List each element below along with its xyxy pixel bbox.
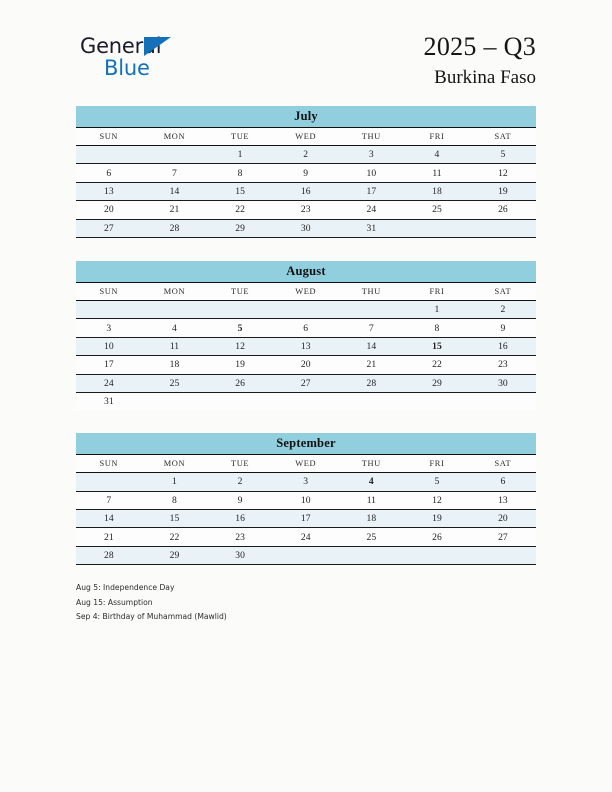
page-header	[0, 0, 612, 100]
month-block-august	[76, 261, 536, 410]
calendar-day-cell[interactable]: 4	[339, 473, 405, 491]
calendar-day-empty	[273, 300, 339, 318]
calendar-week-row	[76, 374, 536, 392]
calendar-day-cell[interactable]: 23	[470, 356, 536, 374]
calendar-day-cell[interactable]: 27	[273, 374, 339, 392]
weekday-header-wed: WED	[273, 128, 339, 146]
calendar-day-cell[interactable]: 9	[470, 319, 536, 337]
calendar-day-cell[interactable]: 28	[142, 219, 208, 237]
calendar-day-empty	[273, 546, 339, 564]
calendar-week-row	[76, 219, 536, 237]
weekday-header-row	[76, 455, 536, 473]
calendar-day-cell[interactable]: 25	[339, 528, 405, 546]
calendar-day-cell[interactable]: 4	[142, 319, 208, 337]
title-block	[424, 32, 536, 91]
calendar-day-cell[interactable]: 27	[76, 219, 142, 237]
calendar-day-cell[interactable]: 29	[404, 374, 470, 392]
calendar-day-empty	[207, 300, 273, 318]
calendar-day-cell[interactable]: 1	[207, 146, 273, 164]
calendar-day-cell[interactable]: 18	[142, 356, 208, 374]
calendar-week-row	[76, 528, 536, 546]
calendar-day-cell[interactable]: 15	[142, 510, 208, 528]
calendar-day-empty	[404, 219, 470, 237]
calendar-day-cell[interactable]: 11	[142, 337, 208, 355]
logo-text-general: General	[80, 34, 162, 58]
calendar-day-cell[interactable]: 22	[404, 356, 470, 374]
calendar-day-cell[interactable]: 2	[273, 146, 339, 164]
calendar-day-cell[interactable]: 28	[76, 546, 142, 564]
calendar-day-cell[interactable]: 5	[207, 319, 273, 337]
calendar-months	[76, 106, 536, 588]
calendar-day-empty	[404, 392, 470, 410]
calendar-day-cell[interactable]: 17	[273, 510, 339, 528]
calendar-week-row	[76, 356, 536, 374]
calendar-day-cell[interactable]: 30	[470, 374, 536, 392]
calendar-day-cell[interactable]: 2	[207, 473, 273, 491]
weekday-header-sat: SAT	[470, 282, 536, 300]
weekday-header-mon: MON	[142, 128, 208, 146]
calendar-day-cell[interactable]: 16	[470, 337, 536, 355]
calendar-day-cell[interactable]: 6	[470, 473, 536, 491]
calendar-day-cell[interactable]: 10	[76, 337, 142, 355]
calendar-day-cell[interactable]: 26	[404, 528, 470, 546]
calendar-day-empty	[142, 392, 208, 410]
month-name: July	[76, 106, 536, 128]
calendar-day-cell[interactable]: 26	[207, 374, 273, 392]
calendar-day-cell[interactable]: 19	[470, 182, 536, 200]
calendar-day-empty	[339, 300, 405, 318]
calendar-day-empty	[470, 219, 536, 237]
weekday-header-tue: TUE	[207, 128, 273, 146]
calendar-day-cell[interactable]: 25	[142, 374, 208, 392]
calendar-week-row	[76, 182, 536, 200]
calendar-day-cell[interactable]: 11	[339, 491, 405, 509]
calendar-day-cell[interactable]: 13	[76, 182, 142, 200]
calendar-table	[76, 261, 536, 410]
weekday-header-fri: FRI	[404, 455, 470, 473]
calendar-week-row	[76, 201, 536, 219]
month-name: August	[76, 261, 536, 283]
calendar-day-empty	[142, 146, 208, 164]
calendar-day-cell[interactable]: 18	[339, 510, 405, 528]
calendar-table	[76, 106, 536, 238]
weekday-header-row	[76, 128, 536, 146]
calendar-day-cell[interactable]: 9	[207, 491, 273, 509]
weekday-header-wed: WED	[273, 455, 339, 473]
calendar-day-empty	[76, 146, 142, 164]
calendar-day-cell[interactable]: 5	[404, 473, 470, 491]
calendar-day-cell[interactable]: 3	[339, 146, 405, 164]
calendar-day-cell[interactable]: 17	[339, 182, 405, 200]
calendar-week-row	[76, 510, 536, 528]
weekday-header-row	[76, 282, 536, 300]
calendar-day-cell[interactable]: 10	[273, 491, 339, 509]
month-block-september	[76, 433, 536, 565]
calendar-day-cell[interactable]: 26	[470, 201, 536, 219]
weekday-header-tue: TUE	[207, 455, 273, 473]
calendar-week-row	[76, 546, 536, 564]
calendar-day-cell[interactable]: 12	[470, 164, 536, 182]
calendar-day-cell[interactable]: 20	[273, 356, 339, 374]
calendar-day-empty	[76, 300, 142, 318]
calendar-day-cell[interactable]: 13	[470, 491, 536, 509]
weekday-header-sun: SUN	[76, 128, 142, 146]
calendar-day-cell[interactable]: 8	[207, 164, 273, 182]
calendar-day-cell[interactable]: 20	[470, 510, 536, 528]
weekday-header-mon: MON	[142, 282, 208, 300]
calendar-day-cell[interactable]: 21	[339, 356, 405, 374]
calendar-day-cell[interactable]: 6	[76, 164, 142, 182]
page-subtitle: Burkina Faso	[434, 67, 536, 88]
calendar-day-empty	[273, 392, 339, 410]
weekday-header-sun: SUN	[76, 455, 142, 473]
calendar-day-cell[interactable]: 29	[207, 219, 273, 237]
calendar-day-cell[interactable]: 21	[76, 528, 142, 546]
calendar-day-empty	[207, 392, 273, 410]
calendar-day-cell[interactable]: 4	[404, 146, 470, 164]
calendar-day-cell[interactable]: 9	[273, 164, 339, 182]
weekday-header-fri: FRI	[404, 282, 470, 300]
page-title: 2025 – Q3	[423, 32, 536, 61]
calendar-day-cell[interactable]: 12	[207, 337, 273, 355]
calendar-day-cell[interactable]: 3	[273, 473, 339, 491]
holiday-note-line: Aug 5: Independence Day	[76, 583, 175, 592]
holiday-note-line: Aug 15: Assumption	[76, 597, 153, 607]
weekday-header-wed: WED	[273, 282, 339, 300]
calendar-day-cell[interactable]: 19	[404, 510, 470, 528]
month-block-july	[76, 106, 536, 238]
calendar-day-empty	[339, 546, 405, 564]
calendar-day-cell[interactable]: 8	[142, 491, 208, 509]
calendar-day-cell[interactable]: 22	[142, 528, 208, 546]
weekday-header-thu: THU	[339, 282, 405, 300]
month-title-row	[76, 106, 536, 128]
calendar-day-empty	[339, 392, 405, 410]
calendar-day-empty	[76, 473, 142, 491]
calendar-day-cell[interactable]: 31	[339, 219, 405, 237]
weekday-header-thu: THU	[339, 455, 405, 473]
month-title-row	[76, 261, 536, 283]
month-title-row	[76, 433, 536, 455]
calendar-day-cell[interactable]: 8	[404, 319, 470, 337]
calendar-day-cell[interactable]: 10	[339, 164, 405, 182]
calendar-table	[76, 433, 536, 565]
calendar-week-row	[76, 491, 536, 509]
calendar-week-row	[76, 164, 536, 182]
calendar-week-row	[76, 337, 536, 355]
calendar-day-cell[interactable]: 1	[142, 473, 208, 491]
calendar-day-cell[interactable]: 6	[273, 319, 339, 337]
calendar-day-cell[interactable]: 7	[76, 491, 142, 509]
calendar-day-cell[interactable]: 19	[207, 356, 273, 374]
calendar-day-cell[interactable]: 16	[207, 510, 273, 528]
weekday-header-mon: MON	[142, 455, 208, 473]
calendar-day-cell[interactable]: 31	[76, 392, 142, 410]
calendar-day-cell[interactable]: 30	[207, 546, 273, 564]
holiday-notes	[76, 581, 476, 625]
calendar-day-cell[interactable]: 16	[273, 182, 339, 200]
calendar-day-empty	[470, 392, 536, 410]
calendar-day-cell[interactable]: 22	[207, 201, 273, 219]
calendar-week-row	[76, 300, 536, 318]
calendar-day-cell[interactable]: 14	[339, 337, 405, 355]
calendar-day-cell[interactable]: 12	[404, 491, 470, 509]
calendar-day-cell[interactable]: 29	[142, 546, 208, 564]
calendar-day-cell[interactable]: 30	[273, 219, 339, 237]
calendar-week-row	[76, 146, 536, 164]
calendar-week-row	[76, 392, 536, 410]
calendar-day-cell[interactable]: 23	[207, 528, 273, 546]
calendar-day-cell[interactable]: 14	[76, 510, 142, 528]
calendar-day-cell[interactable]: 27	[470, 528, 536, 546]
weekday-header-sat: SAT	[470, 455, 536, 473]
calendar-day-cell[interactable]: 2	[470, 300, 536, 318]
calendar-week-row	[76, 319, 536, 337]
calendar-day-cell[interactable]: 3	[76, 319, 142, 337]
calendar-day-cell[interactable]: 24	[339, 201, 405, 219]
calendar-day-cell[interactable]: 18	[404, 182, 470, 200]
general-blue-logo[interactable]	[80, 33, 260, 89]
calendar-day-empty	[142, 300, 208, 318]
calendar-day-cell[interactable]: 13	[273, 337, 339, 355]
calendar-day-empty	[404, 546, 470, 564]
calendar-day-cell[interactable]: 11	[404, 164, 470, 182]
calendar-day-cell[interactable]: 24	[76, 374, 142, 392]
calendar-day-cell[interactable]: 1	[404, 300, 470, 318]
calendar-day-cell[interactable]: 24	[273, 528, 339, 546]
calendar-day-cell[interactable]: 20	[76, 201, 142, 219]
logo-triangle-icon	[144, 37, 171, 56]
month-name: September	[76, 433, 536, 455]
calendar-week-row	[76, 473, 536, 491]
logo-text-blue: Blue	[104, 56, 150, 80]
calendar-day-cell[interactable]: 17	[76, 356, 142, 374]
calendar-day-empty	[470, 546, 536, 564]
holiday-note-line: Sep 4: Birthday of Muhammad (Mawlid)	[76, 612, 227, 621]
weekday-header-sat: SAT	[470, 128, 536, 146]
weekday-header-thu: THU	[339, 128, 405, 146]
calendar-day-cell[interactable]: 14	[142, 182, 208, 200]
calendar-day-cell[interactable]: 25	[404, 201, 470, 219]
calendar-day-cell[interactable]: 28	[339, 374, 405, 392]
calendar-day-cell[interactable]: 7	[339, 319, 405, 337]
calendar-day-cell[interactable]: 7	[142, 164, 208, 182]
calendar-day-cell[interactable]: 21	[142, 201, 208, 219]
weekday-header-tue: TUE	[207, 282, 273, 300]
calendar-day-cell[interactable]: 15	[404, 337, 470, 355]
calendar-day-cell[interactable]: 5	[470, 146, 536, 164]
weekday-header-sun: SUN	[76, 282, 142, 300]
weekday-header-fri: FRI	[404, 128, 470, 146]
calendar-day-cell[interactable]: 23	[273, 201, 339, 219]
calendar-day-cell[interactable]: 15	[207, 182, 273, 200]
